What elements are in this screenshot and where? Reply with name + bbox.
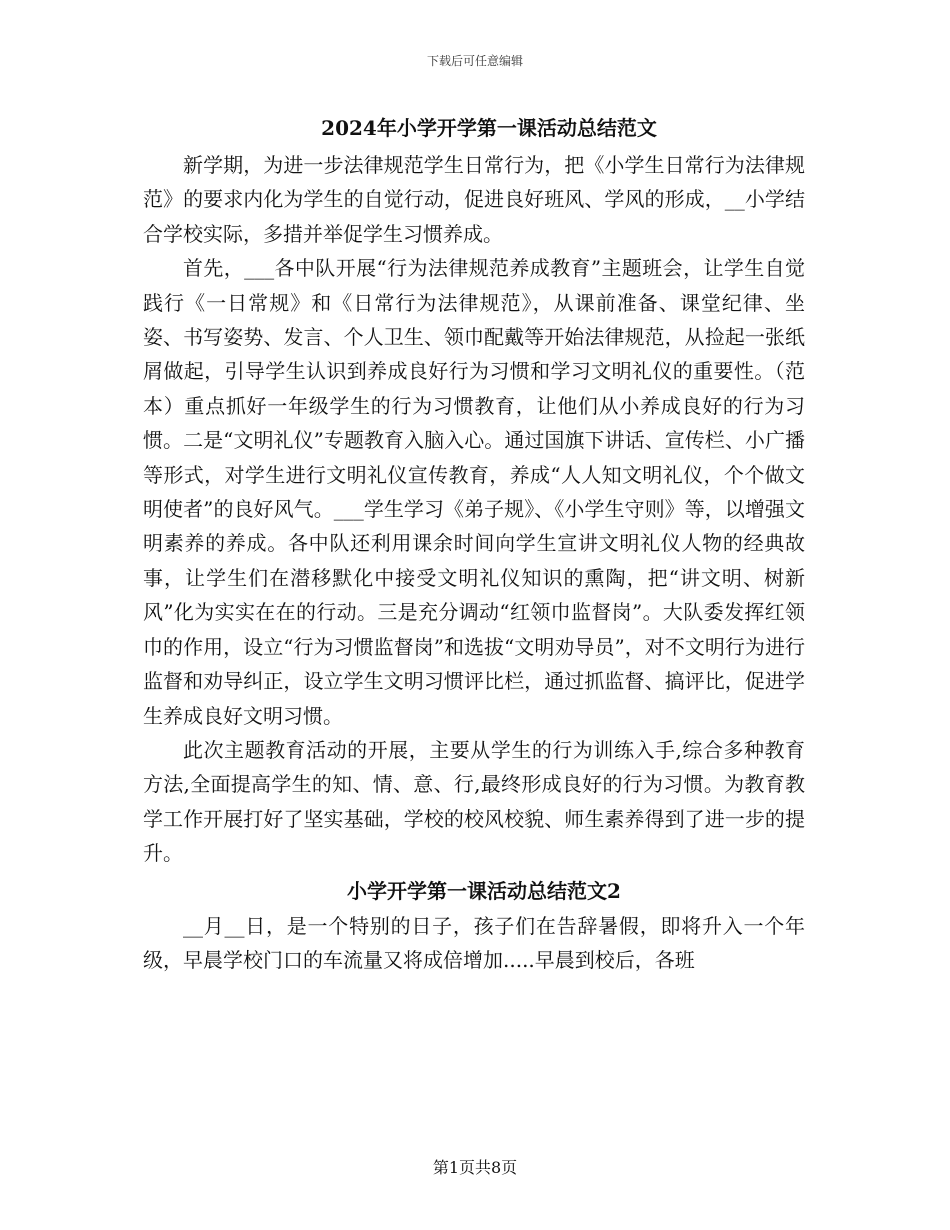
document-title: 2024年小学开学第一课活动总结范文 xyxy=(321,116,657,140)
paragraph-2: 首先，___各中队开展“行为法律规范养成教育”主题班会，让学生自觉践行《一日常规》和《日常行为法律规范》，从课前准备、课堂纪律、坐姿、书写姿势、发言、个人卫生、领巾配戴等开始法律规范，从捡起一张纸屑做起，引导学生认识到养成良好行为习惯和学习文明礼仪的重要性。（范本）重点抓好一年级学生的行为习惯教育，让他们从小养成良好的行为习惯。二是“文明礼仪”专题教育入脑入心。通过国旗下讲话、宣传栏、小广播等形式，对学生进行文明礼仪宣传教育，养成“人人知文明礼仪，个个做文明使者”的良好风气。___学生学习《弟子规》、《小学生守则》等，以增强文明素养的养成。各中队还利用课余时间向学生宣讲文明礼仪人物的经典故事，让学生们在潜移默化中接受文明礼仪知识的熏陶，把“讲文明、树新风”化为实实在在的行动。三是充分调动“红领巾监督岗”。大队委发挥红领巾的作用，设立“行为习惯监督岗”和选拔“文明劝导员”，对不文明行为进行监督和劝导纠正，设立学生文明习惯评比栏，通过抓监督、搞评比，促进学生养成良好文明习惯。 xyxy=(143,256,805,728)
paragraph-1: 新学期，为进一步法律规范学生日常行为，把《小学生日常行为法律规范》的要求内化为学生的自觉行动，促进良好班风、学风的形成，__小学结合学校实际，多措并举促学生习惯养成。 xyxy=(143,153,805,246)
header-note: 下载后可任意编辑 xyxy=(426,54,523,68)
page-footer: 第1页共8页 xyxy=(432,1158,518,1177)
document-body xyxy=(143,110,805,977)
section-title-2: 小学开学第一课活动总结范文2 xyxy=(347,878,621,903)
paragraph-3: 此次主题教育活动的开展，主要从学生的行为训练入手,综合多种教育方法,全面提高学生的知、情、意、行,最终形成良好的行为习惯。为教育教学工作开展打好了坚实基础，学校的校风校貌、师生素养得到了进一步的提升。 xyxy=(143,737,805,866)
paragraph-4: __月__日，是一个特别的日子，孩子们在告辞暑假，即将升入一个年级，早晨学校门口的车流量又将成倍增加.....早晨到校后，各班 xyxy=(143,913,805,972)
